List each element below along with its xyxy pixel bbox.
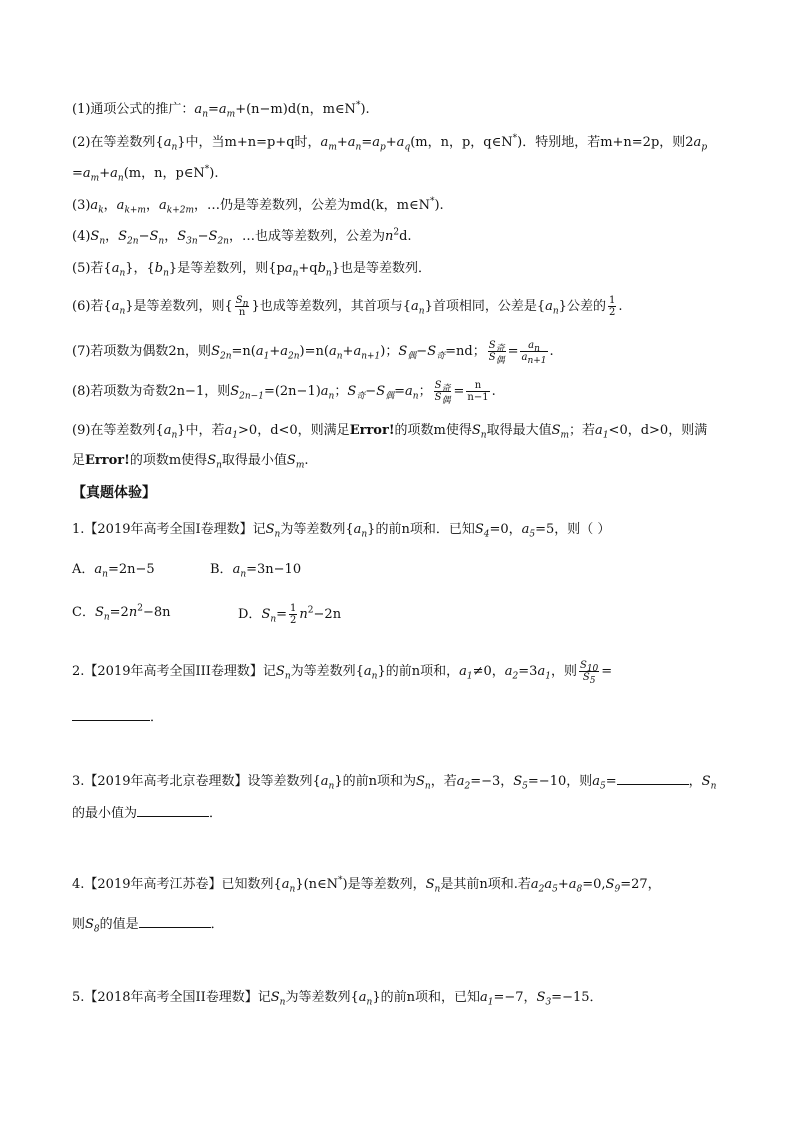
question-5: 5.【2018年高考全国II卷理数】记$S_n$为等差数列$\{a_n\}$的前n项和，已知$a_1=-7$，$S_3=-15$． [72,990,603,1008]
property-6: (6)若$\{a_n\}$是等差数列，则{ $\frac{S_n}{n}$ }也成等差数列，其首项与$\{a_n\}$首项相同，公差是$\{a_n\}$公差的 $\frac{1}{2}$ . [72,295,623,318]
question-4-line1: 4.【2019年高考江苏卷】已知数列$\{a_n\}(n\in N^*)$是等差数列，$S_n$是其前n项和.若$a_2a_5+a_8=0,S_9=27$， [72,875,661,895]
question-3-line1: 3.【2019年高考北京卷理数】设等差数列$\{a_n\}$的前n项和为$S_n$，若$a_2=-3$，$S_5=-10$，则$a_5=$ ，$S_n$ [72,770,716,792]
question-3-line2: 的最小值为 ． [72,802,222,824]
q1-option-b: B．$a_n=3n-10$ [210,562,302,580]
property-9-cont: 足Error!的项数m使得$S_n$取得最小值$S_m$. [72,453,309,471]
property-2: (2)在等差数列$\{a_n\}$中，当m+n=p+q时，$a_m+a_n=a_p+a_q(m$，n，p，q∈N*)．特别地，若m+n=2p，则$2a_p$ [72,133,708,153]
question-1: 1.【2019年高考全国Ⅰ卷理数】记$S_n$为等差数列$\{a_n\}$的前n项和．已知$S_4=0$，$a_5=5$，则（ ） [72,522,611,540]
q1-option-d: D．$S_n=$ $\frac{1}{2}$ $n^2-2n$ [238,603,342,626]
q2-answer-blank: ． [72,706,163,728]
property-8: (8)若项数为奇数2n−1，则$S_{2n-1}=(2n-1)a_n$；$S_奇-S_偶=a_n$； $\frac{S_奇}{S_偶}$ = $\frac{n}{n-1}$ . [72,380,496,406]
property-2-cont: $=a_m+a_n(m$，n，p∈N*). [72,164,219,184]
property-1: (1)通项公式的推广：$a_n=a_m+(n-m)d(n$，m∈N*). [72,100,370,120]
q1-option-c: C．$S_n=2n^2-8n$ [72,603,171,623]
property-3: $(3)a_k$，$a_{k+m}$，$a_{k+2m}$，…仍是等差数列，公差为md(k，m∈N*). [72,196,444,216]
question-4-line2: 则$S_8$的值是 ． [72,913,224,935]
question-2: 2.【2019年高考全国III卷理数】记$S_n$为等差数列$\{a_n\}$的前n项和，$a_1\ne 0$，$a_2=3a_1$，则 $\frac{S_{10}}{S_5}$ = [72,660,613,686]
q1-option-a: A．$a_n=2n-5$ [72,562,155,580]
property-7: (7)若项数为偶数2n，则$S_{2n}=n(a_1+a_{2n})=n(a_n+a_{n+1})$；$S_偶-S_奇=nd$； $\frac{S_奇}{S_偶}$ = $\frac{a_n}{a_{n+1}}$ . [72,340,554,366]
property-4: $(4)S_n$，$S_{2n}-S_n$，$S_{3n}-S_{2n}$，…也成等差数列，公差为$n^2d$. [72,227,412,247]
section-title: 【真题体验】 [72,485,156,501]
property-9: (9)在等差数列$\{a_n\}$中，若$a_1>0$，d<0，则满足Error!的项数m使得$S_n$取得最大值$S_m$；若$a_1<0$，d>0，则满 [72,423,708,441]
property-5: (5)若$\{a_n\}$，$\{b_n\}$是等差数列，则$\{pa_n+qb_n\}$也是等差数列． [72,261,431,279]
